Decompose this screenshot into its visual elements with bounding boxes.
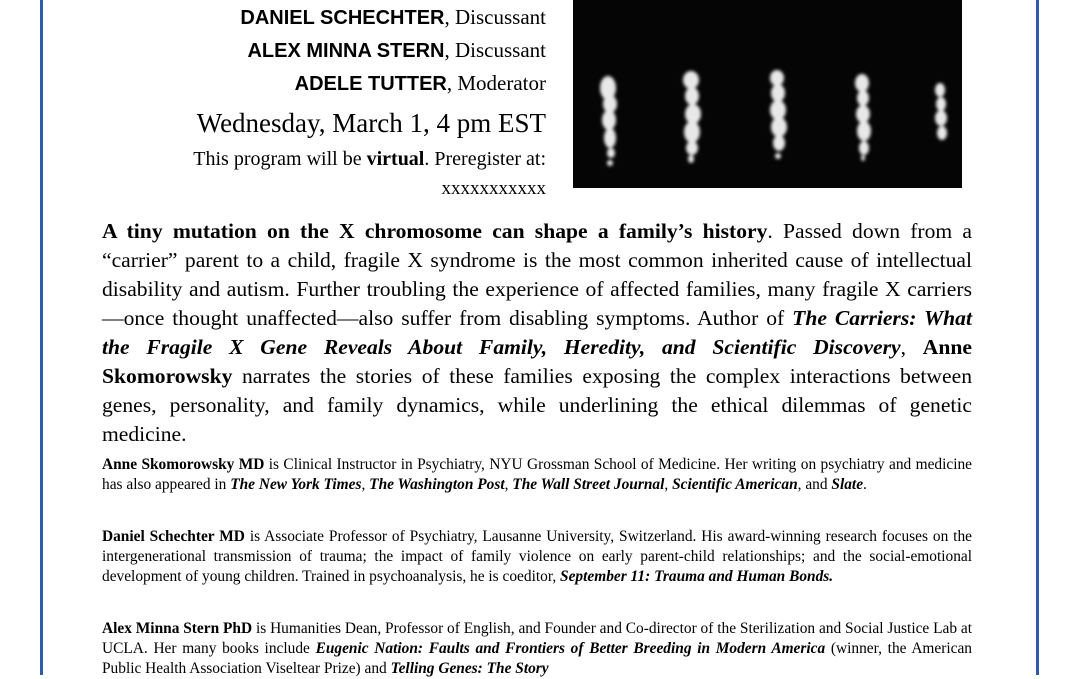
chromosome-4 — [855, 74, 871, 161]
registration-link[interactable]: xxxxxxxxxxx — [441, 178, 546, 199]
bio-name: Anne Skomorowsky MD — [102, 456, 265, 473]
separator: , — [361, 476, 370, 493]
book-title-carriers: The Carriers: What the Fragile X Gene Reveals About Family, Heredity, and Scientific Discovery — [102, 306, 972, 359]
speaker-name: ALEX MINNA STERN — [247, 40, 445, 62]
publication-wapo: The Washington Post — [369, 476, 505, 493]
publication-nyt: The New York Times — [230, 476, 362, 493]
chromosome-image — [573, 0, 962, 188]
virtual-notice — [193, 148, 546, 171]
intro-text-2: , — [900, 335, 923, 359]
bio-name: Alex Minna Stern PhD — [102, 620, 253, 637]
speaker-name: ADELE TUTTER — [294, 73, 447, 95]
intro-paragraph — [102, 217, 972, 449]
left-frame-border — [40, 0, 43, 675]
bio-alex-minna-stern — [102, 619, 972, 679]
author-name: Anne Skomorowsky — [102, 335, 972, 388]
speaker-role: , Discussant — [444, 5, 546, 29]
separator: . — [863, 476, 867, 493]
intro-lead-end: . — [767, 219, 773, 243]
virtual-text: This program will be — [193, 148, 367, 170]
speaker-alex-minna-stern — [247, 38, 546, 63]
speaker-name: DANIEL SCHECHTER — [240, 7, 445, 29]
bio-text: is Humanities Dean, Professor of English, and Founder and Co-director of the Sterilization and Social Justice Lab at UCLA. Her many books include — [102, 620, 973, 657]
book-title-telling-genes: Telling Genes: The Story — [390, 660, 549, 677]
chromosome-2 — [683, 71, 701, 163]
event-date: Wednesday, March 1, 4 pm EST — [196, 108, 546, 138]
speaker-role: , Discussant — [444, 38, 546, 62]
speaker-daniel-schechter — [240, 5, 546, 30]
bio-text: is Associate Professor of Psychiatry, Lausanne University, Switzerland. His award-winning research focuses on the intergenerational transmission of trauma; the impact of family violence on early parent-child relationships; and the social-emotional development of young children. Trained in psychoanalysis, he is coeditor, — [102, 528, 972, 585]
separator: , — [504, 476, 513, 493]
preregister-text: . Preregister at: — [424, 148, 546, 170]
separator: , — [664, 476, 673, 493]
bio-anne-skomorowsky — [102, 455, 972, 495]
bio-name: Daniel Schechter MD — [102, 528, 245, 545]
speaker-role: , Moderator — [446, 71, 546, 95]
virtual-word: virtual — [366, 148, 425, 170]
chromosome-3 — [770, 70, 787, 159]
publication-slate: Slate — [831, 476, 864, 493]
speaker-adele-tutter — [295, 71, 546, 96]
book-title-eugenic-nation: Eugenic Nation: Faults and Frontiers of Better Breeding in Modern America — [315, 640, 826, 657]
chromosome-5 — [935, 83, 947, 140]
publication-wsj: The Wall Street Journal — [512, 476, 665, 493]
bio-text: is Clinical Instructor in Psychiatry, NYU Grossman School of Medicine. Her writing on psychiatry and medicine has also appeared in — [102, 456, 973, 493]
publication-sciam: Scientific American — [672, 476, 798, 493]
intro-lead: A tiny mutation on the X chromosome can shape a family’s history — [102, 219, 768, 243]
book-title-september-11: September 11: Trauma and Human Bonds. — [560, 568, 834, 585]
bio-text-2: (winner, the American Public Health Association Viseltear Prize) and — [102, 640, 972, 677]
intro-text-1: Passed down from a “carrier” parent to a child, fragile X syndrome is the most common inherited cause of intellectual disability and autism. Further troubling the experience of affected families, many fragile X carriers—once thought unaffected—also suffer from disabling symptoms. Author of — [102, 219, 972, 330]
bio-daniel-schechter — [102, 527, 972, 587]
right-frame-border — [1036, 0, 1039, 675]
intro-text-3: narrates the stories of these families exposing the complex interactions between genes, personality, and family dynamics, while underlining the ethical dilemmas of genetic medicine. — [102, 364, 972, 446]
chromosome-1 — [600, 76, 617, 166]
separator: , and — [797, 476, 832, 493]
